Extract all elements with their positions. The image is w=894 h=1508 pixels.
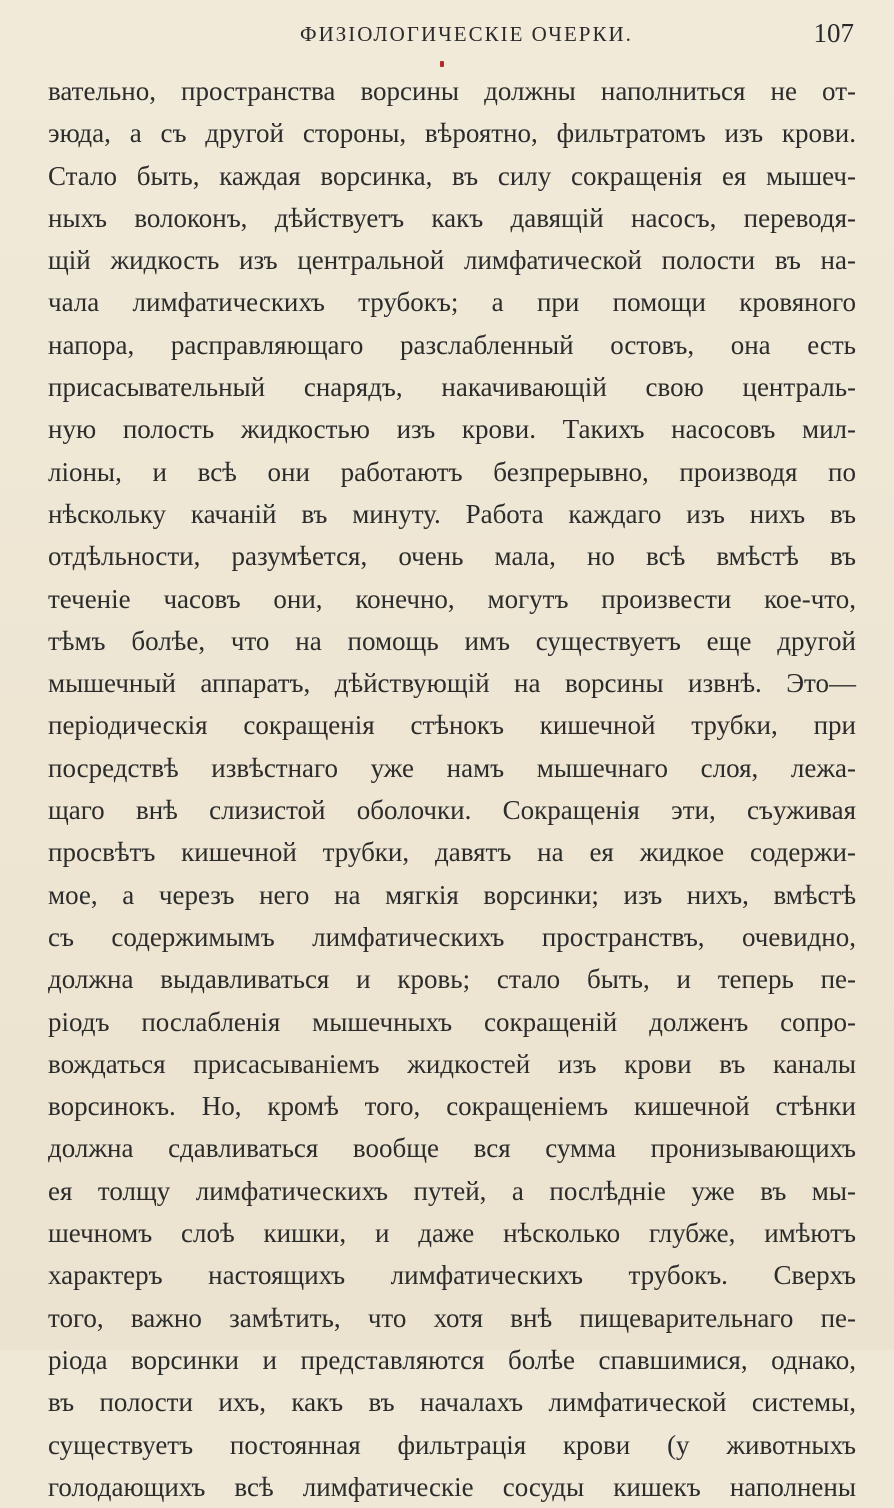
text-line: того, важно замѣтить, что хотя внѣ пищеварительнаго пе- bbox=[48, 1302, 856, 1333]
text-line: присасывательный снарядъ, накачивающій свою централь- bbox=[48, 372, 856, 403]
text-line: мышечный аппаратъ, дѣйствующій на ворсины извнѣ. Это— bbox=[48, 668, 856, 699]
text-line: голодающихъ всѣ лимфатическіе сосуды кишекъ наполнены bbox=[48, 1471, 856, 1502]
text-line: нѣскольку качаній въ минуту. Работа каждаго изъ нихъ въ bbox=[48, 498, 856, 529]
text-line: щаго внѣ слизистой оболочки. Сокращенія эти, съуживая bbox=[48, 795, 856, 826]
text-line: напора, расправляющаго разслабленный остовъ, она есть bbox=[48, 329, 856, 360]
page-number: 107 bbox=[813, 18, 854, 48]
text-line: посредствѣ извѣстнаго уже намъ мышечнаго слоя, лежа- bbox=[48, 752, 856, 783]
text-line: Стало быть, каждая ворсинка, въ силу сокращенія ея мышеч- bbox=[48, 160, 856, 191]
text-line: должна выдавливаться и кровь; стало быть, и теперь пе- bbox=[48, 964, 856, 995]
body-text bbox=[48, 70, 856, 1508]
text-line: теченіе часовъ они, конечно, могутъ произвести кое-что, bbox=[48, 583, 856, 614]
text-line: въ полости ихъ, какъ въ началахъ лимфатической системы, bbox=[48, 1387, 856, 1418]
text-line: ріодъ послабленія мышечныхъ сокращеній долженъ сопро- bbox=[48, 1006, 856, 1037]
text-line: щій жидкость изъ центральной лимфатической полости въ на- bbox=[48, 245, 856, 276]
text-line: существуетъ постоянная фильтрація крови (у животныхъ bbox=[48, 1429, 856, 1460]
text-line: ворсинокъ. Но, кромѣ того, сокращеніемъ кишечной стѣнки bbox=[48, 1091, 856, 1122]
text-line: шечномъ слоѣ кишки, и даже нѣсколько глубже, имѣютъ bbox=[48, 1218, 856, 1249]
text-line: вождаться присасываніемъ жидкостей изъ крови въ каналы bbox=[48, 1048, 856, 1079]
running-title: ФИЗІОЛОГИЧЕСКІЕ ОЧЕРКИ. bbox=[300, 22, 633, 46]
text-line: отдѣльности, разумѣется, очень мала, но всѣ вмѣстѣ въ bbox=[48, 541, 856, 572]
text-line: ріода ворсинки и представляются болѣе спавшимися, однако, bbox=[48, 1344, 856, 1375]
text-line: характеръ настоящихъ лимфатическихъ трубокъ. Сверхъ bbox=[48, 1260, 856, 1291]
text-line: просвѣтъ кишечной трубки, давятъ на ея жидкое содержи- bbox=[48, 837, 856, 868]
ornament-dot bbox=[440, 61, 444, 67]
running-head bbox=[0, 18, 894, 54]
text-line: ную полость жидкостью изъ крови. Такихъ насосовъ мил- bbox=[48, 414, 856, 445]
text-line: чала лимфатическихъ трубокъ; а при помощи кровяного bbox=[48, 287, 856, 318]
text-line: ныхъ волоконъ, дѣйствуетъ какъ давящій насосъ, переводя- bbox=[48, 202, 856, 233]
text-line: мое, а черезъ него на мягкія ворсинки; изъ нихъ, вмѣстѣ bbox=[48, 879, 856, 910]
text-line: ліоны, и всѣ они работаютъ безпрерывно, производя по bbox=[48, 456, 856, 487]
text-line: должна сдавливаться вообще вся сумма пронизывающихъ bbox=[48, 1133, 856, 1164]
text-line: ея толщу лимфатическихъ путей, а послѣдніе уже въ мы- bbox=[48, 1175, 856, 1206]
text-line: съ содержимымъ лимфатическихъ пространствъ, очевидно, bbox=[48, 921, 856, 952]
text-line: эюда, а съ другой стороны, вѣроятно, фильтратомъ изъ крови. bbox=[48, 118, 856, 149]
text-line: вательно, пространства ворсины должны наполниться не от- bbox=[48, 76, 856, 106]
text-line: тѣмъ болѣе, что на помощь имъ существуетъ еще другой bbox=[48, 625, 856, 656]
text-line: періодическія сокращенія стѣнокъ кишечной трубки, при bbox=[48, 710, 856, 741]
